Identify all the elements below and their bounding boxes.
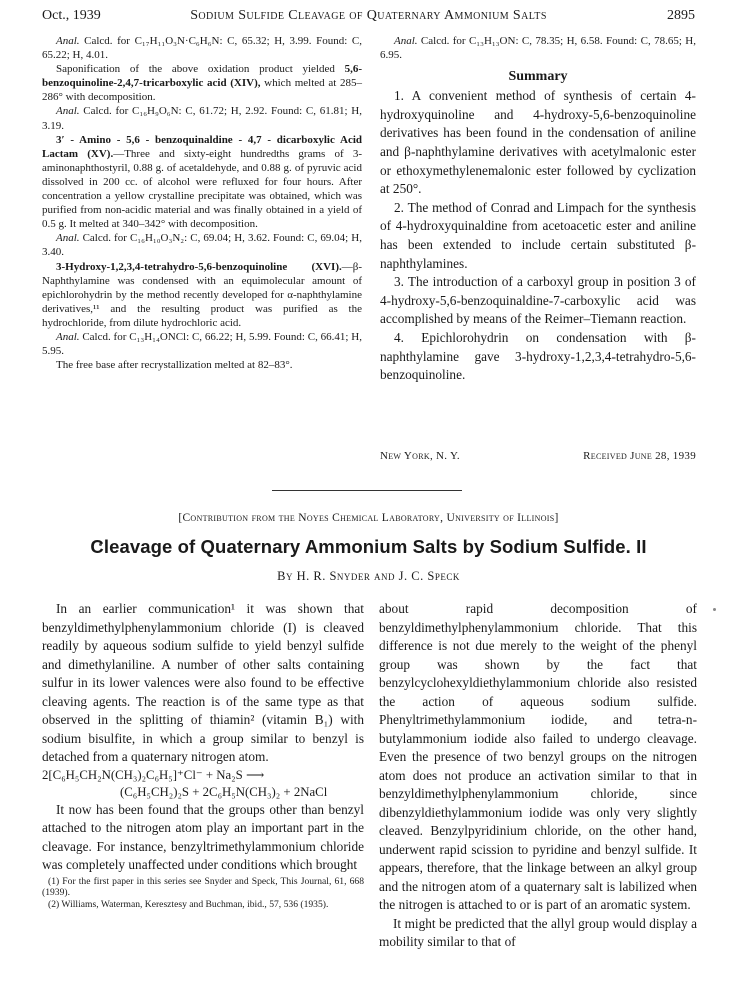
analysis-line: [42, 104, 362, 132]
signature-row: [380, 450, 696, 462]
paragraph: In an earlier communication¹ it was shown that benzyldimethylphenylammonium chloride (I) is cleaved readily by aqueous sodium sulfide to yield benzyl sulfide and dimethylaniline. A number of other salts containing sulfur in its lower valences were also found to be effective cleaving agents. The reaction is of the same type as that observed in the splitting of thiamin² (vitamin B₁) with sodium bisulfite, in which a group similar to benzyl is detached from a quaternary nitrogen atom.: [42, 601, 364, 764]
anal-label: Anal.: [56, 35, 80, 47]
para-text: —Three and sixty-eight hundredths grams of 3-aminonaphthostyril, 0.88 g. of acetaldehyde, and 0.88 g. of pyruvic acid dissolved in 200 cc. of alcohol were refluxed for four hours. After concentration a yellow crystalline precipitate was obtained, which was purified from non-acidic material and was finally obtained in a yield of 0.5 g. It melted at 340–342° with decomposition.: [42, 147, 362, 231]
analysis-line: [42, 330, 362, 358]
anal-text: Calcd. for C₁₇H₁₁O₃N·C₆H₆N: C, 65.32; H, 3.99. Found: C, 65.22; H, 4.01.: [42, 35, 362, 62]
equation-line: (C₆H₅CH₂)₂S + 2C₆H₅N(CH₃)₂ + 2NaCl: [120, 784, 328, 799]
paragraph: The free base after recrystallization melted at 82–83°.: [56, 359, 293, 372]
compound-name: 3′ - Amino - 5,6 - benzoquinaldine - 4,7 - dicarboxylic Acid Lactam (XV).: [42, 133, 362, 160]
paragraph: [42, 133, 362, 232]
anal-label: Anal.: [394, 35, 418, 47]
paragraph: [42, 62, 362, 104]
contribution-line: [0, 512, 737, 524]
anal-text: Calcd. for C₁₃H₁₄ONCl: C, 66.22; H, 5.99. Found: C, 66.41; H, 5.95.: [42, 330, 362, 358]
paragraph: It might be predicted that the allyl group would display a mobility similar to that of: [379, 915, 697, 949]
analysis-line: [380, 34, 696, 62]
para-text: which melted at 285–286° with decomposition.: [42, 77, 362, 104]
analysis-line: [42, 231, 362, 259]
compound-name: 5,6-benzoquinoline-2,4,7-tricarboxylic acid (XIV),: [42, 63, 362, 90]
paragraph: [42, 260, 362, 330]
anal-label: Anal.: [56, 105, 80, 118]
page-number: 2895: [667, 8, 695, 23]
top-right-column: [380, 34, 696, 385]
anal-text: Calcd. for C₁₆H₉O₆N: C, 61.72; H, 2.92. Found: C, 61.81; H, 3.19.: [42, 105, 362, 132]
compound-name: 3-Hydroxy-1,2,3,4-tetrahydro-5,6-benzoquinoline (XVI).: [56, 260, 342, 273]
byline: By H. R. Snyder and J. C. Speck: [277, 569, 460, 583]
paragraph: about rapid decomposition of benzyldimethylphenylammonium chloride. That this difference is not due merely to the weight of the phenyl group was shown by the fact that benzylcyclohexyldiethylammonium chloride also resisted the action of aqueous sodium sulfide. Phenyltrimethylammonium iodide, and tetra-n-butylammonium iodide also failed to undergo cleavage. Even the presence of two benzyl groups on the nitrogen atom does not produce an activation similar to that in benzyldimethylphenylammonium chloride, since dibenzyldiethylammonium iodide was only very slightly cleaved. Benzylpyridinium chloride, on the other hand, underwent rapid scission to pyridine and benzyl sulfide. It appears, therefore, that the linkage between an alkyl group and the nitrogen atom of a quaternary salt is labilized when the nitrogen is attached to or is part of an aromatic system.: [379, 601, 697, 912]
para-text: Saponification of the above oxidation product yielded: [56, 63, 345, 76]
para-text: —β-Naphthylamine was condensed with an equimolecular amount of epichlorohydrin by the method recently developed for α-naphthylamine derivatives,¹¹ and the resulting product was purified as the hydrochloride, from dilute hydrochloric acid.: [42, 260, 362, 329]
body-left-column: [42, 600, 364, 911]
footnote: (1) For the first paper in this series see Snyder and Speck, This Journal, 61, 668 (1939).: [42, 875, 364, 899]
anal-label: Anal.: [56, 232, 80, 245]
print-speck: [713, 608, 716, 611]
analysis-line: [42, 34, 362, 62]
received-date: Received June 28, 1939: [583, 450, 696, 462]
top-left-column: [42, 34, 362, 372]
anal-text: Calcd. for C₁₆H₁₀O₃N₂: C, 69.04; H, 3.62. Found: C, 69.04; H, 3.40.: [42, 232, 362, 259]
equation-line: 2[C₆H₅CH₂N(CH₃)₂C₆H₅]⁺Cl⁻ + Na₂S ⟶: [42, 767, 265, 782]
summary-item: 2. The method of Conrad and Limpach for the synthesis of 4-hydroxyquinaldine from acetoacetic ester and aniline has been extended to include certain substituted β-naphthylamines.: [380, 199, 696, 271]
summary-item: 1. A convenient method of synthesis of certain 4-hydroxyquinoline and 4-hydroxy-5,6-benzoquinoline derivatives has been found in the condensation of aniline and β-naphthylamine derivatives with acetylmalonic ester or ethoxymethylenemalonic ester followed by cyclization at 250°.: [380, 88, 696, 197]
article-title: Cleavage of Quaternary Ammonium Salts by Sodium Sulfide. II: [90, 536, 647, 557]
anal-label: Anal.: [56, 330, 80, 343]
header-date: Oct., 1939: [42, 8, 101, 23]
footnote: (2) Williams, Waterman, Keresztesy and Buchman, ibid., 57, 536 (1935).: [48, 899, 329, 911]
body-right-column: [379, 600, 697, 952]
summary-item: 3. The introduction of a carboxyl group in position 3 of 4-hydroxy-5,6-benzoquinaldine-7-carboxylic acid was accomplished by means of the Reimer–Tiemann reaction.: [380, 274, 696, 327]
paragraph: It now has been found that the groups other than benzyl attached to the nitrogen atom play an important part in the cleavage. For instance, benzyltrimethylammonium chloride was completely unaffected under conditions which brought: [42, 801, 364, 872]
running-title: Sodium Sulfide Cleavage of Quaternary Ammonium Salts: [190, 8, 547, 23]
location: New York, N. Y.: [380, 450, 460, 462]
summary-heading: Summary: [508, 69, 568, 85]
contribution-text: [Contribution from the Noyes Chemical Laboratory, University of Illinois]: [178, 512, 559, 524]
section-divider: [272, 490, 462, 491]
summary-item: 4. Epichlorohydrin on condensation with β-naphthylamine gave 3-hydroxy-1,2,3,4-tetrahydro-5,6-benzoquinoline.: [380, 329, 696, 383]
anal-text: Calcd. for C₁₃H₁₃ON: C, 78.35; H, 6.58. Found: C, 78.65; H, 6.95.: [380, 35, 696, 62]
